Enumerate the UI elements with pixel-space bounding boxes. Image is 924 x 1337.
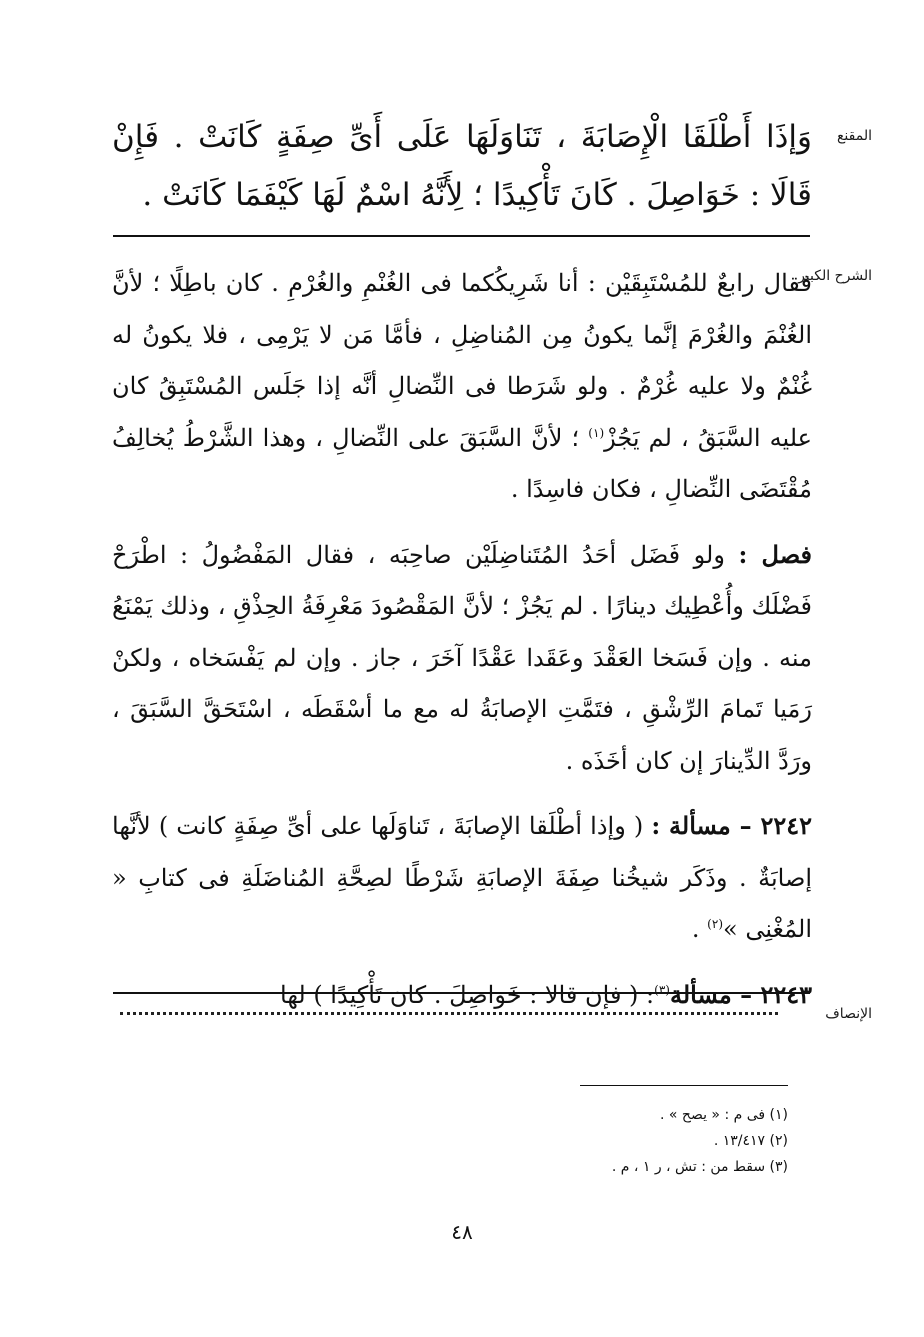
footnote-3: (٣) سقط من : تش ، ر ١ ، م .	[611, 1159, 788, 1175]
footnote-divider	[580, 1085, 788, 1086]
footnotes	[388, 1102, 788, 1180]
sharh-p4-text: : ( فإن قالا : خَواصِلَ . كان تَأْكِيدًا ) لها	[280, 980, 655, 1009]
muqni-label: المقنع	[836, 128, 872, 144]
sharh-p3-text: ( وإذا أطْلَقا الإصابَةَ ، تَناوَلَها على أىِّ صِفَةٍ كانت ) لأنَّها إصابَةٌ . وذَكَر شيخُنا صِفَةَ الإصابَةِ شَرْطًا لصِحَّةِ المُناضَلَةِ فى كتابِ « المُغْنِى »	[112, 812, 812, 943]
fasl-heading: فصل :	[738, 539, 812, 569]
footnote-ref-1: (١)	[588, 425, 605, 440]
section-divider-top	[113, 235, 810, 237]
sharh-label: الشرح الكبير	[798, 268, 872, 284]
sharh-body	[112, 258, 812, 1034]
footnote-2: (٢) ١٣/٤١٧ .	[713, 1133, 788, 1149]
sharh-p2-text: ولو فَضَل أحَدُ المُتَناضِلَيْن صاحِبَه ، فقال المَفْضُولُ : اطْرَحْ فَضْلَك وأُعْطِيك دينارًا . لم يَجُزْ ؛ لأنَّ المَقْصُودَ مَعْرِفَةُ الحِذْقِ ، وذلك يَمْنَعُ منه . وإن فَسَخا العَقْدَ وعَقَدا عَقْدًا آخَرَ ، جاز . وإن لم يَفْسَخاه ، ولكنْ رَمَيا تَمامَ الرِّشْقِ ، فتَمَّتِ الإصابَةُ له مع ما أسْقَطَه ، اسْتَحَقَّ السَّبَقَ ، ورَدَّ الدِّينارَ إن كان أخَذَه .	[112, 540, 812, 775]
section-divider-bottom	[113, 992, 810, 994]
insaf-dotted-line	[120, 1012, 778, 1015]
masala-2243-heading: ٢٢٤٣ – مسألة	[669, 979, 812, 1009]
muqni-text: وَإذَا أَطْلَقَا الْإِصَابَةَ ، تَنَاوَلَهَا عَلَى أَىِّ صِفَةٍ كَانَتْ . فَإِنْ قَالَا : خَوَاصِلَ . كَانَ تَأْكِيدًا ؛ لِأَنَّهُ اسْمٌ لَهَا كَيْفَمَا كَانَتْ .	[112, 119, 812, 213]
sharh-p1-text: فقال رابعٌ للمُسْتَبِقَيْن : أنا شَرِيكُكما فى الغُنْمِ والغُرْمِ . كان باطِلًا ؛ لأنَّ الغُنْمَ والغُرْمَ إنَّما يكونُ مِن المُناضِلِ ، فأمَّا مَن لا يَرْمِى ، فلا يكونُ له غُنْمٌ ولا عليه غُرْمٌ . ولو شَرَطا فى النِّضالِ أنَّه إذا جَلَس المُسْتَبِقُ كان عليه السَّبَقُ ، لم يَجُزْ	[112, 269, 813, 452]
page-number: ٤٨	[451, 1220, 473, 1244]
insaf-label: الإنصاف	[825, 1006, 872, 1022]
sharh-paragraph-3	[112, 800, 812, 956]
footnote-ref-2: (٢)	[707, 917, 723, 931]
footnote-1: (١) فى م : « يصح » .	[659, 1107, 788, 1123]
sharh-paragraph-1	[112, 258, 812, 516]
sharh-paragraph-2	[112, 529, 812, 788]
footnote-ref-3: (٣)	[654, 982, 670, 997]
sharh-p3-tail: .	[691, 915, 708, 943]
sharh-p1-tail: ؛ لأنَّ السَّبَقَ على النِّضالِ ، وهذا الشَّرْطُ يُخالِفُ مُقْتَضَى النِّضالِ ، فكان فاسِدًا .	[112, 423, 812, 503]
masala-2242-heading: ٢٢٤٢ – مسألة :	[651, 811, 812, 840]
